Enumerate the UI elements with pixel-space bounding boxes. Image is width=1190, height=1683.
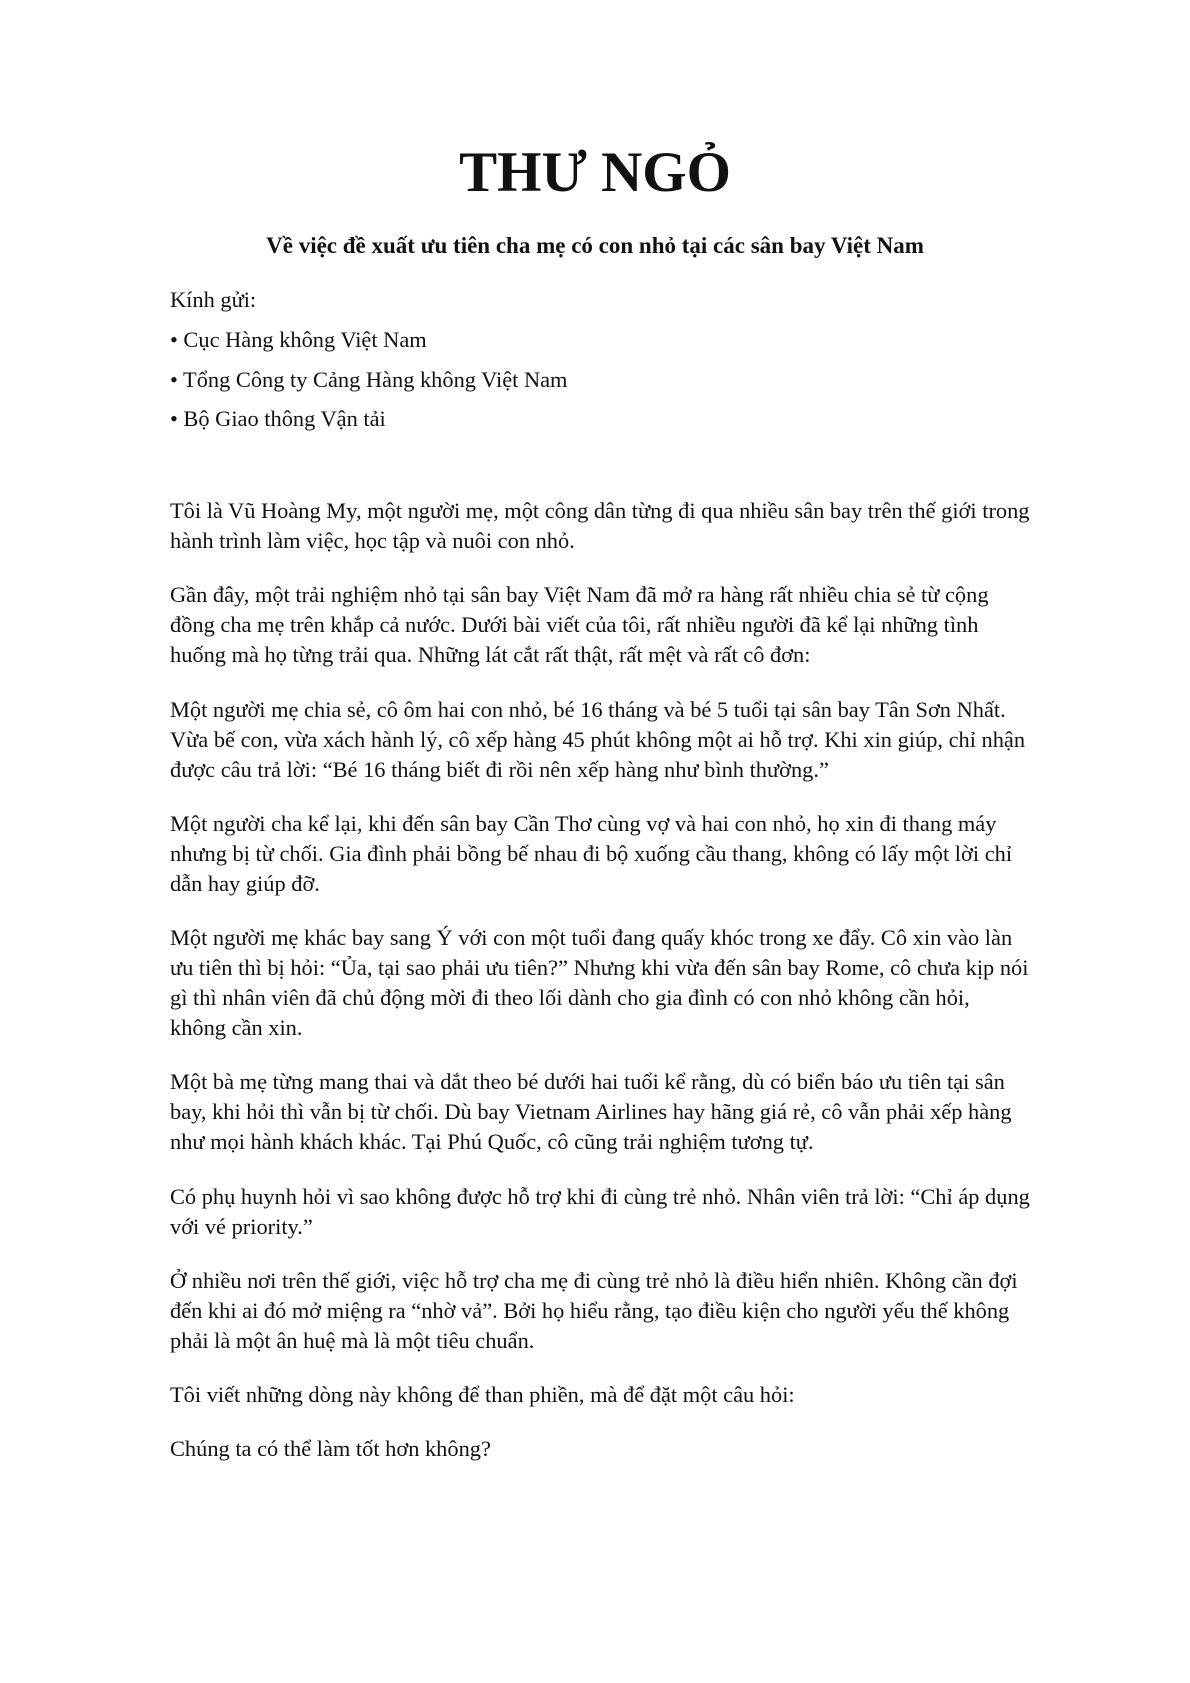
recipient-item: • Bộ Giao thông Vận tải	[170, 406, 386, 431]
letter-subtitle: Về việc đề xuất ưu tiên cha mẹ có con nhỏ tại các sân bay Việt Nam	[266, 233, 924, 258]
paragraph-closing-question: Chúng ta có thể làm tốt hơn không?	[170, 1436, 491, 1461]
paragraph-rome-story: Một người mẹ khác bay sang Ý với con một tuổi đang quấy khóc trong xe đẩy. Cô xin vào làn ưu tiên thì bị hỏi: “Ủa, tại sao phải ưu tiên?” Nhưng khi vừa đến sân bay Rome, cô chưa kịp nói gì thì nhân viên đã chủ động mời đi theo lối dành cho gia đình có con nhỏ không cần hỏi, không cần xin.	[170, 925, 1029, 1040]
paragraph-tan-son-nhat-story: Một người mẹ chia sẻ, cô ôm hai con nhỏ, bé 16 tháng và bé 5 tuổi tại sân bay Tân Sơn Nhất. Vừa bế con, vừa xách hành lý, cô xếp hàng 45 phút không một ai hỗ trợ. Khi xin giúp, chỉ nhận được câu trả lời: “Bé 16 tháng biết đi rồi nên xếp hàng như bình thường.”	[170, 697, 1026, 782]
salutation: Kính gửi:	[170, 287, 257, 312]
paragraph-can-tho-story: Một người cha kể lại, khi đến sân bay Cần Thơ cùng vợ và hai con nhỏ, họ xin đi thang máy nhưng bị từ chối. Gia đình phải bồng bế nhau đi bộ xuống cầu thang, không có lấy một lời chỉ dẫn hay giúp đỡ.	[170, 811, 1013, 896]
paragraph-purpose: Tôi viết những dòng này không để than phiền, mà để đặt một câu hỏi:	[170, 1382, 795, 1407]
paragraph-global-standard: Ở nhiều nơi trên thế giới, việc hỗ trợ cha mẹ đi cùng trẻ nhỏ là điều hiển nhiên. Không cần đợi đến khi ai đó mở miệng ra “nhờ vả”. Bởi họ hiểu rằng, tạo điều kiện cho người yếu thế không phải là một ân huệ mà là một tiêu chuẩn.	[170, 1268, 1018, 1353]
letter-title: THƯ NGỎ	[459, 141, 731, 204]
paragraph-introduction: Tôi là Vũ Hoàng My, một người mẹ, một công dân từng đi qua nhiều sân bay trên thế giới trong hành trình làm việc, học tập và nuôi con nhỏ.	[170, 498, 1030, 553]
recipient-item: • Tổng Công ty Cảng Hàng không Việt Nam	[170, 367, 568, 392]
paragraph-pregnant-mother-story: Một bà mẹ từng mang thai và dắt theo bé dưới hai tuổi kể rằng, dù có biển báo ưu tiên tại sân bay, khi hỏi thì vẫn bị từ chối. Dù bay Vietnam Airlines hay hãng giá rẻ, cô vẫn phải xếp hàng như mọi hành khách khác. Tại Phú Quốc, cô cũng trải nghiệm tương tự.	[170, 1069, 1012, 1154]
paragraph-priority-ticket: Có phụ huynh hỏi vì sao không được hỗ trợ khi đi cùng trẻ nhỏ. Nhân viên trả lời: “Chỉ áp dụng với vé priority.”	[170, 1184, 1030, 1239]
paragraph-community-sharing: Gần đây, một trải nghiệm nhỏ tại sân bay Việt Nam đã mở ra hàng rất nhiều chia sẻ từ cộng đồng cha mẹ trên khắp cả nước. Dưới bài viết của tôi, rất nhiều người đã kể lại những tình huống mà họ từng trải qua. Những lát cắt rất thật, rất mệt và rất cô đơn:	[170, 582, 989, 667]
recipient-item: • Cục Hàng không Việt Nam	[170, 327, 427, 352]
